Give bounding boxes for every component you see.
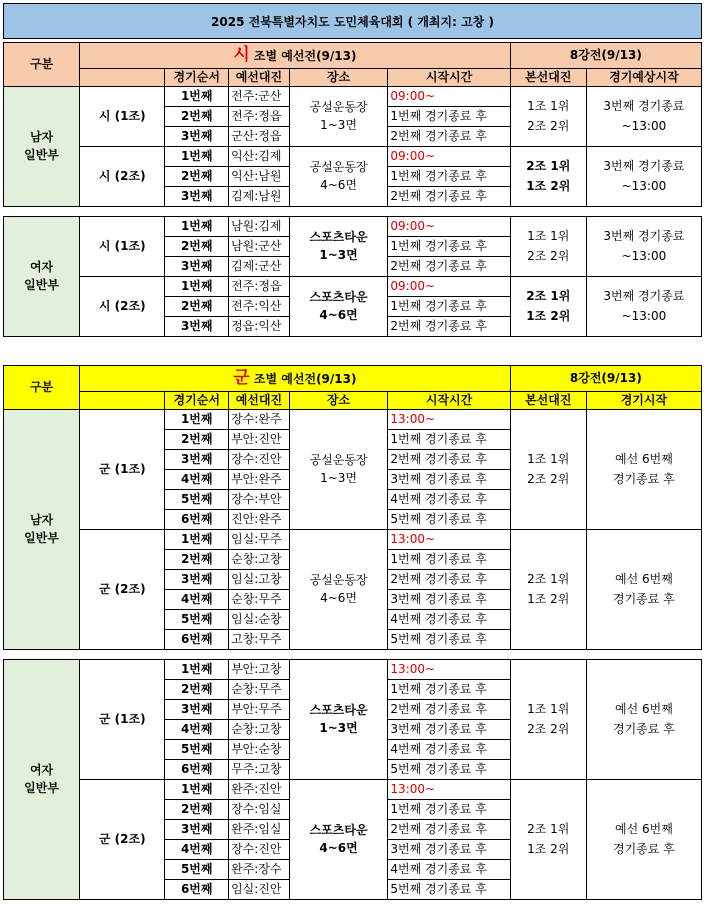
match-cell: 순창:고창 (229, 720, 290, 740)
group-label: 시 (2조) (80, 147, 165, 207)
start-time-cell: 2번째 경기종료 후 (388, 700, 510, 720)
start-time-cell: 2번째 경기종료 후 (388, 820, 510, 840)
round-cell: 1번째 (165, 277, 229, 297)
match-cell: 전주:정읍 (229, 277, 290, 297)
start-time-cell: 1번째 경기종료 후 (388, 430, 510, 450)
match-cell: 임실:고창 (229, 570, 290, 590)
round-cell: 4번째 (165, 840, 229, 860)
match-cell: 군산:정읍 (229, 127, 290, 147)
column-header-5: 경기예상시작 (586, 68, 701, 86)
column-header-5: 경기시작 (586, 391, 701, 409)
round-cell: 1번째 (165, 87, 229, 107)
round-cell: 2번째 (165, 297, 229, 317)
venue-cell: 공설운동장 1~3면 (289, 410, 388, 530)
start-time-cell: 13:00~ (388, 660, 510, 680)
division-label: 여자 일반부 (4, 660, 80, 900)
round-cell: 2번째 (165, 107, 229, 127)
match-cell: 완주:장수 (229, 860, 290, 880)
final-start-cell: 3번째 경기종료 ~13:00 (586, 87, 701, 147)
round-cell: 1번째 (165, 147, 229, 167)
round-cell: 3번째 (165, 820, 229, 840)
round-cell: 6번째 (165, 630, 229, 650)
round-cell: 4번째 (165, 590, 229, 610)
start-time-cell: 5번째 경기종료 후 (388, 510, 510, 530)
match-cell: 임실:진안 (229, 880, 290, 900)
gun-schedule-table (3, 365, 702, 900)
start-time-cell: 1번째 경기종료 후 (388, 550, 510, 570)
venue-cell: 스포츠타운 1~3면 (289, 217, 388, 277)
round-cell: 4번째 (165, 720, 229, 740)
division-label: 남자 일반부 (4, 410, 80, 650)
match-cell: 순창:무주 (229, 590, 290, 610)
table-row (4, 660, 702, 680)
round-cell: 3번째 (165, 257, 229, 277)
page-title: 2025 전북특별자치도 도민체육대회 ( 개최지: 고창 ) (3, 3, 702, 39)
match-cell: 임실:무주 (229, 530, 290, 550)
match-cell: 완주:진안 (229, 780, 290, 800)
final-start-cell: 3번째 경기종료 ~13:00 (586, 217, 701, 277)
venue-cell: 공설운동장 4~6면 (289, 530, 388, 650)
final-start-cell: 3번째 경기종료 ~13:00 (586, 147, 701, 207)
category-header: 구분 (4, 366, 80, 410)
start-time-cell: 13:00~ (388, 530, 510, 550)
start-time-cell: 4번째 경기종료 후 (388, 610, 510, 630)
match-cell: 남원:군산 (229, 237, 290, 257)
round-cell: 6번째 (165, 880, 229, 900)
match-cell: 장수:진안 (229, 450, 290, 470)
final-start-cell: 예선 6번째 경기종료 후 (586, 660, 701, 780)
final-match-cell: 1조 1위 2조 2위 (510, 660, 586, 780)
match-cell: 장수:부안 (229, 490, 290, 510)
round-cell: 3번째 (165, 127, 229, 147)
final-match-cell: 2조 1위 1조 2위 (510, 780, 586, 900)
table-row (4, 147, 702, 167)
column-header-2: 장소 (289, 68, 388, 86)
round-cell: 1번째 (165, 217, 229, 237)
final-start-cell: 예선 6번째 경기종료 후 (586, 410, 701, 530)
spacer-header (80, 68, 165, 86)
start-time-cell: 5번째 경기종료 후 (388, 880, 510, 900)
match-cell: 임실:순창 (229, 610, 290, 630)
start-time-cell: 3번째 경기종료 후 (388, 840, 510, 860)
final-match-cell: 2조 1위 1조 2위 (510, 147, 586, 207)
column-header-4: 본선대진 (510, 68, 586, 86)
start-time-cell: 4번째 경기종료 후 (388, 490, 510, 510)
final-match-cell: 1조 1위 2조 2위 (510, 87, 586, 147)
group-label: 시 (2조) (80, 277, 165, 337)
prelim-label: 조별 예선전(9/13) (249, 372, 357, 386)
final-match-cell: 1조 1위 2조 2위 (510, 410, 586, 530)
column-header-0: 경기순서 (165, 68, 229, 86)
match-cell: 부안:무주 (229, 700, 290, 720)
start-time-cell: 2번째 경기종료 후 (388, 570, 510, 590)
group-label: 군 (1조) (80, 660, 165, 780)
match-cell: 순창:무주 (229, 680, 290, 700)
column-header-0: 경기순서 (165, 391, 229, 409)
start-time-cell: 4번째 경기종료 후 (388, 740, 510, 760)
group-label: 시 (1조) (80, 87, 165, 147)
start-time-cell: 4번째 경기종료 후 (388, 860, 510, 880)
match-cell: 완주:임실 (229, 820, 290, 840)
start-time-cell: 09:00~ (388, 277, 510, 297)
final-start-cell: 예선 6번째 경기종료 후 (586, 780, 701, 900)
match-cell: 익산:남원 (229, 167, 290, 187)
round-cell: 2번째 (165, 800, 229, 820)
prelim-mark: 시 (233, 45, 250, 65)
final-start-cell: 3번째 경기종료 ~13:00 (586, 277, 701, 337)
column-header-1: 예선대진 (229, 68, 290, 86)
round-cell: 5번째 (165, 610, 229, 630)
venue-cell: 스포츠타운 4~6면 (289, 277, 388, 337)
start-time-cell: 13:00~ (388, 780, 510, 800)
match-cell: 전주:정읍 (229, 107, 290, 127)
start-time-cell: 1번째 경기종료 후 (388, 167, 510, 187)
round-cell: 4번째 (165, 470, 229, 490)
table-row (4, 410, 702, 430)
table-row (4, 530, 702, 550)
column-header-4: 본선대진 (510, 391, 586, 409)
table-row (4, 277, 702, 297)
round-cell: 5번째 (165, 860, 229, 880)
group-label: 군 (2조) (80, 780, 165, 900)
round-cell: 3번째 (165, 187, 229, 207)
match-cell: 순창:고창 (229, 550, 290, 570)
match-cell: 전주:군산 (229, 87, 290, 107)
match-cell: 부안:고창 (229, 660, 290, 680)
prelim-label: 조별 예선전(9/13) (249, 49, 357, 63)
round-cell: 2번째 (165, 167, 229, 187)
venue-cell: 공설운동장 4~6면 (289, 147, 388, 207)
start-time-cell: 1번째 경기종료 후 (388, 297, 510, 317)
round-cell: 5번째 (165, 490, 229, 510)
category-header: 구분 (4, 43, 80, 87)
match-cell: 진안:완주 (229, 510, 290, 530)
group-label: 시 (1조) (80, 217, 165, 277)
start-time-cell: 1번째 경기종료 후 (388, 237, 510, 257)
match-cell: 무주:고창 (229, 760, 290, 780)
column-header-3: 시작시간 (388, 391, 510, 409)
round-cell: 1번째 (165, 660, 229, 680)
round-cell: 1번째 (165, 530, 229, 550)
group-label: 군 (2조) (80, 530, 165, 650)
start-time-cell: 3번째 경기종료 후 (388, 720, 510, 740)
si-schedule-table (3, 42, 702, 337)
match-cell: 김제:남원 (229, 187, 290, 207)
round-cell: 6번째 (165, 760, 229, 780)
table-row (4, 87, 702, 107)
round-cell: 2번째 (165, 680, 229, 700)
start-time-cell: 13:00~ (388, 410, 510, 430)
column-header-2: 장소 (289, 391, 388, 409)
final-start-cell: 예선 6번째 경기종료 후 (586, 530, 701, 650)
round-cell: 1번째 (165, 410, 229, 430)
match-cell: 전주:익산 (229, 297, 290, 317)
final-match-cell: 1조 1위 2조 2위 (510, 217, 586, 277)
final-match-cell: 2조 1위 1조 2위 (510, 530, 586, 650)
final-header: 8강전(9/13) (510, 43, 701, 69)
match-cell: 익산:김제 (229, 147, 290, 167)
start-time-cell: 3번째 경기종료 후 (388, 470, 510, 490)
start-time-cell: 09:00~ (388, 217, 510, 237)
start-time-cell: 1번째 경기종료 후 (388, 107, 510, 127)
prelim-mark: 군 (233, 368, 250, 388)
round-cell: 6번째 (165, 510, 229, 530)
start-time-cell: 09:00~ (388, 87, 510, 107)
match-cell: 장수:임실 (229, 800, 290, 820)
match-cell: 부안:순창 (229, 740, 290, 760)
match-cell: 부안:진안 (229, 430, 290, 450)
group-gap (4, 207, 702, 217)
venue-cell: 스포츠타운 1~3면 (289, 660, 388, 780)
group-gap (4, 650, 702, 660)
table-row (4, 780, 702, 800)
start-time-cell: 2번째 경기종료 후 (388, 187, 510, 207)
round-cell: 1번째 (165, 780, 229, 800)
spacer-header (80, 391, 165, 409)
match-cell: 장수:진안 (229, 840, 290, 860)
start-time-cell: 2번째 경기종료 후 (388, 450, 510, 470)
division-label: 남자 일반부 (4, 87, 80, 207)
column-header-1: 예선대진 (229, 391, 290, 409)
start-time-cell: 2번째 경기종료 후 (388, 257, 510, 277)
final-header: 8강전(9/13) (510, 366, 701, 392)
start-time-cell: 2번째 경기종료 후 (388, 127, 510, 147)
prelim-header (80, 43, 511, 69)
start-time-cell: 2번째 경기종료 후 (388, 317, 510, 337)
round-cell: 3번째 (165, 450, 229, 470)
match-cell: 정읍:익산 (229, 317, 290, 337)
round-cell: 3번째 (165, 317, 229, 337)
match-cell: 장수:완주 (229, 410, 290, 430)
group-label: 군 (1조) (80, 410, 165, 530)
start-time-cell: 09:00~ (388, 147, 510, 167)
round-cell: 2번째 (165, 237, 229, 257)
venue-cell: 공설운동장 1~3면 (289, 87, 388, 147)
start-time-cell: 5번째 경기종료 후 (388, 630, 510, 650)
round-cell: 2번째 (165, 550, 229, 570)
start-time-cell: 5번째 경기종료 후 (388, 760, 510, 780)
match-cell: 김제:군산 (229, 257, 290, 277)
prelim-header (80, 366, 511, 392)
match-cell: 남원:김제 (229, 217, 290, 237)
start-time-cell: 1번째 경기종료 후 (388, 800, 510, 820)
column-header-3: 시작시간 (388, 68, 510, 86)
venue-cell: 스포츠타운 4~6면 (289, 780, 388, 900)
final-match-cell: 2조 1위 1조 2위 (510, 277, 586, 337)
match-cell: 부안:완주 (229, 470, 290, 490)
division-label: 여자 일반부 (4, 217, 80, 337)
match-cell: 고창:무주 (229, 630, 290, 650)
table-row (4, 217, 702, 237)
start-time-cell: 1번째 경기종료 후 (388, 680, 510, 700)
round-cell: 5번째 (165, 740, 229, 760)
start-time-cell: 3번째 경기종료 후 (388, 590, 510, 610)
round-cell: 3번째 (165, 700, 229, 720)
round-cell: 2번째 (165, 430, 229, 450)
round-cell: 3번째 (165, 570, 229, 590)
